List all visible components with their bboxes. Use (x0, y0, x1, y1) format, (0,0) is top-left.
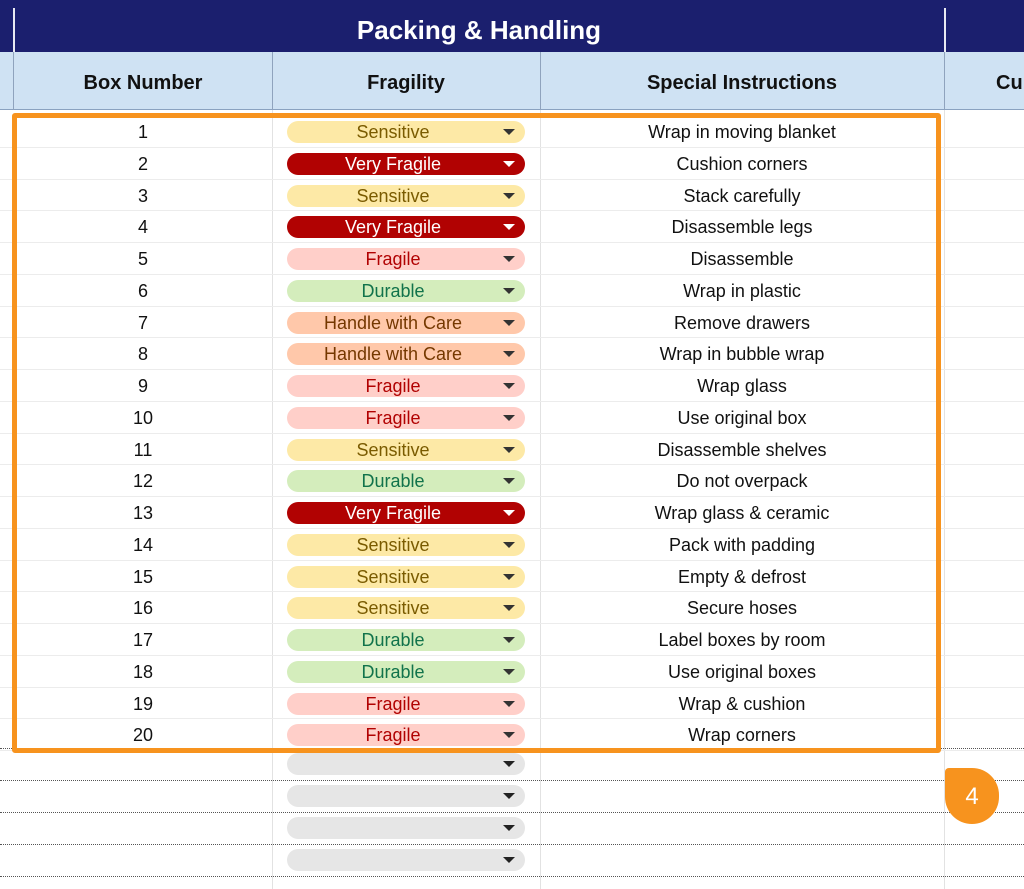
special-instructions-cell[interactable]: Use original box (677, 407, 807, 428)
box-number-cell[interactable]: 8 (137, 344, 148, 365)
fragility-label: Durable (361, 280, 425, 301)
fragility-label: Sensitive (356, 439, 430, 460)
special-instructions-cell[interactable]: Cushion corners (676, 153, 808, 174)
header-divider (540, 52, 541, 110)
box-number-cell[interactable]: 4 (137, 217, 148, 238)
box-number-cell[interactable]: 20 (132, 725, 154, 746)
box-number-cell[interactable]: 9 (137, 376, 148, 396)
special-instructions-cell[interactable]: Wrap & cushion (678, 693, 806, 714)
fragility-dropdown[interactable] (287, 785, 525, 807)
box-number-cell[interactable]: 5 (137, 249, 148, 269)
box-number-cell[interactable]: 19 (132, 693, 154, 714)
column-header-box-number[interactable]: Box Number (83, 72, 203, 94)
column-header-next-partial[interactable]: Cu (996, 72, 1023, 94)
box-number-cell[interactable]: 17 (132, 630, 154, 650)
header-divider (13, 52, 14, 110)
special-instructions-cell[interactable]: Do not overpack (676, 471, 808, 492)
column-header-row (0, 52, 1024, 110)
fragility-label: Fragile (365, 376, 421, 396)
box-number-cell[interactable]: 1 (137, 122, 148, 142)
special-instructions-cell[interactable]: Pack with padding (668, 534, 816, 555)
special-instructions-cell[interactable]: Stack carefully (683, 185, 801, 206)
box-number-cell[interactable]: 3 (137, 185, 148, 206)
special-instructions-cell[interactable]: Remove drawers (673, 312, 811, 333)
header-divider (272, 52, 273, 110)
box-number-cell[interactable]: 2 (137, 153, 148, 174)
special-instructions-cell[interactable]: Wrap in bubble wrap (659, 344, 825, 365)
fragility-label: Sensitive (356, 122, 430, 142)
column-header-special-instructions[interactable]: Special Instructions (646, 72, 838, 94)
fragility-label: Sensitive (356, 598, 430, 619)
fragility-label: Sensitive (356, 566, 430, 587)
box-number-cell[interactable]: 7 (137, 312, 148, 333)
highlight-box (12, 113, 941, 753)
box-number-cell[interactable]: 10 (132, 407, 154, 428)
box-number-cell[interactable]: 11 (133, 439, 153, 460)
fragility-label: Sensitive (356, 185, 430, 206)
empty-row (0, 780, 1024, 812)
section-title-bar[interactable] (0, 0, 1024, 52)
fragility-label: Fragile (365, 693, 421, 714)
dropdown-arrow-icon[interactable] (503, 825, 515, 831)
header-divider (944, 52, 945, 110)
empty-row (0, 844, 1024, 876)
box-number-cell[interactable]: 6 (137, 280, 148, 301)
fragility-label: Handle with Care (323, 344, 463, 365)
dropdown-arrow-icon[interactable] (503, 761, 515, 767)
special-instructions-cell[interactable]: Disassemble legs (671, 217, 813, 238)
column-divider (944, 8, 946, 52)
box-number-cell[interactable]: 16 (132, 598, 154, 619)
box-number-cell[interactable]: 18 (132, 661, 154, 682)
empty-row-border (0, 876, 1024, 877)
fragility-label: Very Fragile (344, 217, 442, 238)
special-instructions-cell[interactable]: Secure hoses (686, 598, 798, 619)
box-number-cell[interactable]: 13 (132, 503, 154, 523)
empty-row (0, 812, 1024, 844)
fragility-label: Durable (361, 630, 425, 650)
special-instructions-cell[interactable]: Wrap in moving blanket (648, 122, 836, 142)
special-instructions-cell[interactable]: Wrap in plastic (683, 280, 801, 301)
fragility-label: Durable (361, 661, 425, 682)
special-instructions-cell[interactable]: Wrap glass & ceramic (654, 503, 830, 523)
dropdown-arrow-icon[interactable] (503, 793, 515, 799)
fragility-label: Fragile (365, 725, 421, 746)
fragility-label: Sensitive (356, 534, 430, 555)
fragility-label: Fragile (365, 407, 421, 428)
fragility-label: Very Fragile (344, 153, 442, 174)
column-header-fragility[interactable]: Fragility (367, 72, 445, 94)
box-number-cell[interactable]: 12 (132, 471, 154, 492)
fragility-label: Very Fragile (344, 503, 442, 523)
fragility-label: Durable (361, 471, 425, 492)
fragility-dropdown[interactable] (287, 753, 525, 775)
special-instructions-cell[interactable]: Disassemble shelves (657, 439, 827, 460)
special-instructions-cell[interactable]: Empty & defrost (677, 566, 807, 587)
column-divider (13, 8, 15, 52)
callout-badge: 4 (945, 768, 999, 824)
fragility-label: Handle with Care (323, 312, 463, 333)
section-title: Packing & Handling (356, 15, 602, 45)
box-number-cell[interactable]: 14 (132, 534, 154, 555)
special-instructions-cell[interactable]: Wrap corners (688, 725, 796, 746)
fragility-label: Fragile (365, 249, 421, 269)
special-instructions-cell[interactable]: Label boxes by room (658, 630, 826, 650)
fragility-dropdown[interactable] (287, 849, 525, 871)
special-instructions-cell[interactable]: Wrap glass (697, 376, 787, 396)
special-instructions-cell[interactable]: Disassemble (690, 249, 794, 269)
dropdown-arrow-icon[interactable] (503, 857, 515, 863)
special-instructions-cell[interactable]: Use original boxes (667, 661, 817, 682)
box-number-cell[interactable]: 15 (132, 566, 154, 587)
fragility-dropdown[interactable] (287, 817, 525, 839)
